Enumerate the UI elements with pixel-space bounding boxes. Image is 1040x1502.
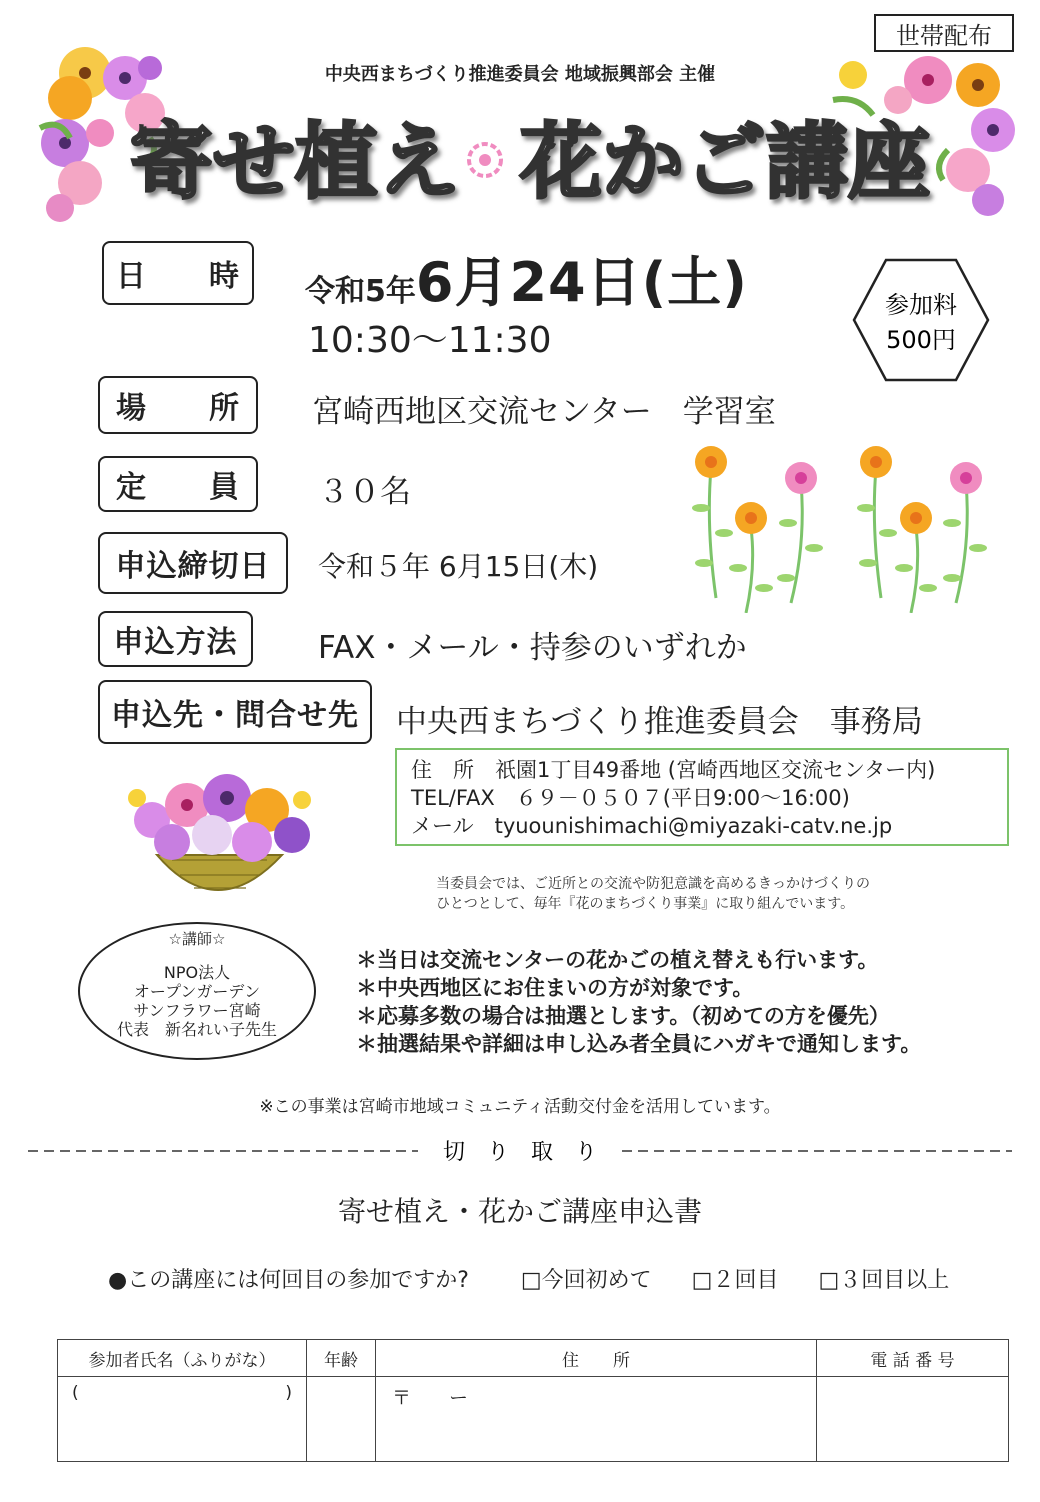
notes-list <box>356 946 921 1058</box>
participation-question <box>108 1263 949 1294</box>
application-table <box>57 1339 1009 1462</box>
distribution-badge: 世帯配布 <box>874 14 1014 52</box>
committee-note-line2: ひとつとして、毎年『花のまちづくり事業』に取り組んでいます。 <box>436 896 855 912</box>
option-first-time[interactable]: □今回初めて <box>520 1268 652 1293</box>
name-field[interactable] <box>58 1377 307 1462</box>
organizer-text: 中央西まちづくり推進委員会 地域振興部会 主催 <box>324 64 716 85</box>
contact-mail: メール tyuounishimachi@miyazaki-catv.ne.jp <box>411 814 893 838</box>
lecturer-line1: NPO法人 <box>163 963 231 982</box>
event-era: 令和5年 <box>305 274 416 309</box>
label-deadline: 申込締切日 <box>98 532 288 594</box>
lecturer-line4: 代表 新名れい子先生 <box>116 1020 277 1039</box>
note-item: ＊応募多数の場合は抽選とします。（初めての方を優先） <box>356 1004 890 1028</box>
event-date <box>305 240 748 317</box>
table-header-row <box>58 1340 1009 1377</box>
name-paren-open: ( <box>72 1383 79 1403</box>
header-address: 住 所 <box>376 1340 817 1377</box>
label-method: 申込方法 <box>98 611 253 667</box>
form-title: 寄せ植え・花かご講座申込書 <box>337 1195 702 1228</box>
title-part1: 寄せ植え <box>130 115 460 208</box>
contact-value: 中央西まちづくり推進委員会 事務局 <box>396 704 923 740</box>
label-place: 場 所 <box>98 376 258 434</box>
flower-separator-icon <box>469 144 501 176</box>
lecturer-info <box>78 922 316 1060</box>
contact-address: 住 所 祇園1丁目49番地 (宮崎西地区交流センター内) <box>411 758 936 782</box>
lecturer-line2: オープンガーデン <box>133 982 261 1001</box>
label-contact: 申込先・問合せ先 <box>98 680 372 744</box>
page-title <box>120 108 940 208</box>
option-second-time[interactable]: □２回目 <box>691 1268 779 1293</box>
deadline-value: 令和５年 6月15日(木) <box>318 550 599 583</box>
label-capacity: 定 員 <box>98 456 258 512</box>
event-time: 10:30～11:30 <box>308 320 552 361</box>
postal-code-mark: 〒 ー <box>392 1387 469 1409</box>
place-value: 宮崎西地区交流センター 学習室 <box>312 394 776 430</box>
note-item: ＊抽選結果や詳細は申し込み者全員にハガキで通知します。 <box>356 1032 922 1056</box>
age-field[interactable] <box>307 1377 376 1462</box>
header-phone: 電 話 番 号 <box>817 1340 1009 1377</box>
header-age: 年齢 <box>307 1340 376 1377</box>
lecturer-heading: ☆講師☆ <box>168 930 226 948</box>
committee-note <box>436 874 870 914</box>
event-day: 6月24日(土) <box>415 251 748 314</box>
flower-stems-illustration <box>676 438 996 613</box>
note-item: ＊中央西地区にお住まいの方が対象です。 <box>356 976 754 1000</box>
label-datetime: 日 時 <box>102 241 254 305</box>
cut-label: 切 り 取 り <box>442 1140 598 1165</box>
name-paren-close: ) <box>285 1383 292 1403</box>
fee-hexagon <box>852 258 990 382</box>
phone-field[interactable] <box>817 1377 1009 1462</box>
title-part2: 花かご講座 <box>520 115 930 208</box>
address-field[interactable] <box>376 1377 817 1462</box>
flower-basket-illustration <box>112 760 322 910</box>
question-text: ●この講座には何回目の参加ですか? <box>108 1268 469 1293</box>
lecturer-line3: サンフラワー宮崎 <box>133 1001 261 1020</box>
fee-label: 参加料 <box>885 291 957 319</box>
cut-line <box>28 1136 1012 1166</box>
header-name: 参加者氏名（ふりがな） <box>58 1340 307 1377</box>
contact-tel: TEL/FAX ６９－０５０７(平日9:00～16:00) <box>411 786 850 810</box>
committee-note-line1: 当委員会では、ご近所との交流や防犯意識を高めるきっかけづくりの <box>436 876 870 892</box>
capacity-value: ３０名 <box>318 474 411 510</box>
fee-amount: 500円 <box>886 326 956 354</box>
contact-info-box <box>395 748 1009 846</box>
note-item: ＊当日は交流センターの花かごの植え替えも行います。 <box>356 948 879 972</box>
option-third-or-more[interactable]: □３回目以上 <box>818 1268 950 1293</box>
subsidy-note: ※この事業は宮崎市地域コミュニティ活動交付金を活用しています。 <box>259 1097 781 1117</box>
method-value: FAX・メール・持参のいずれか <box>318 630 747 666</box>
table-row <box>58 1377 1009 1462</box>
